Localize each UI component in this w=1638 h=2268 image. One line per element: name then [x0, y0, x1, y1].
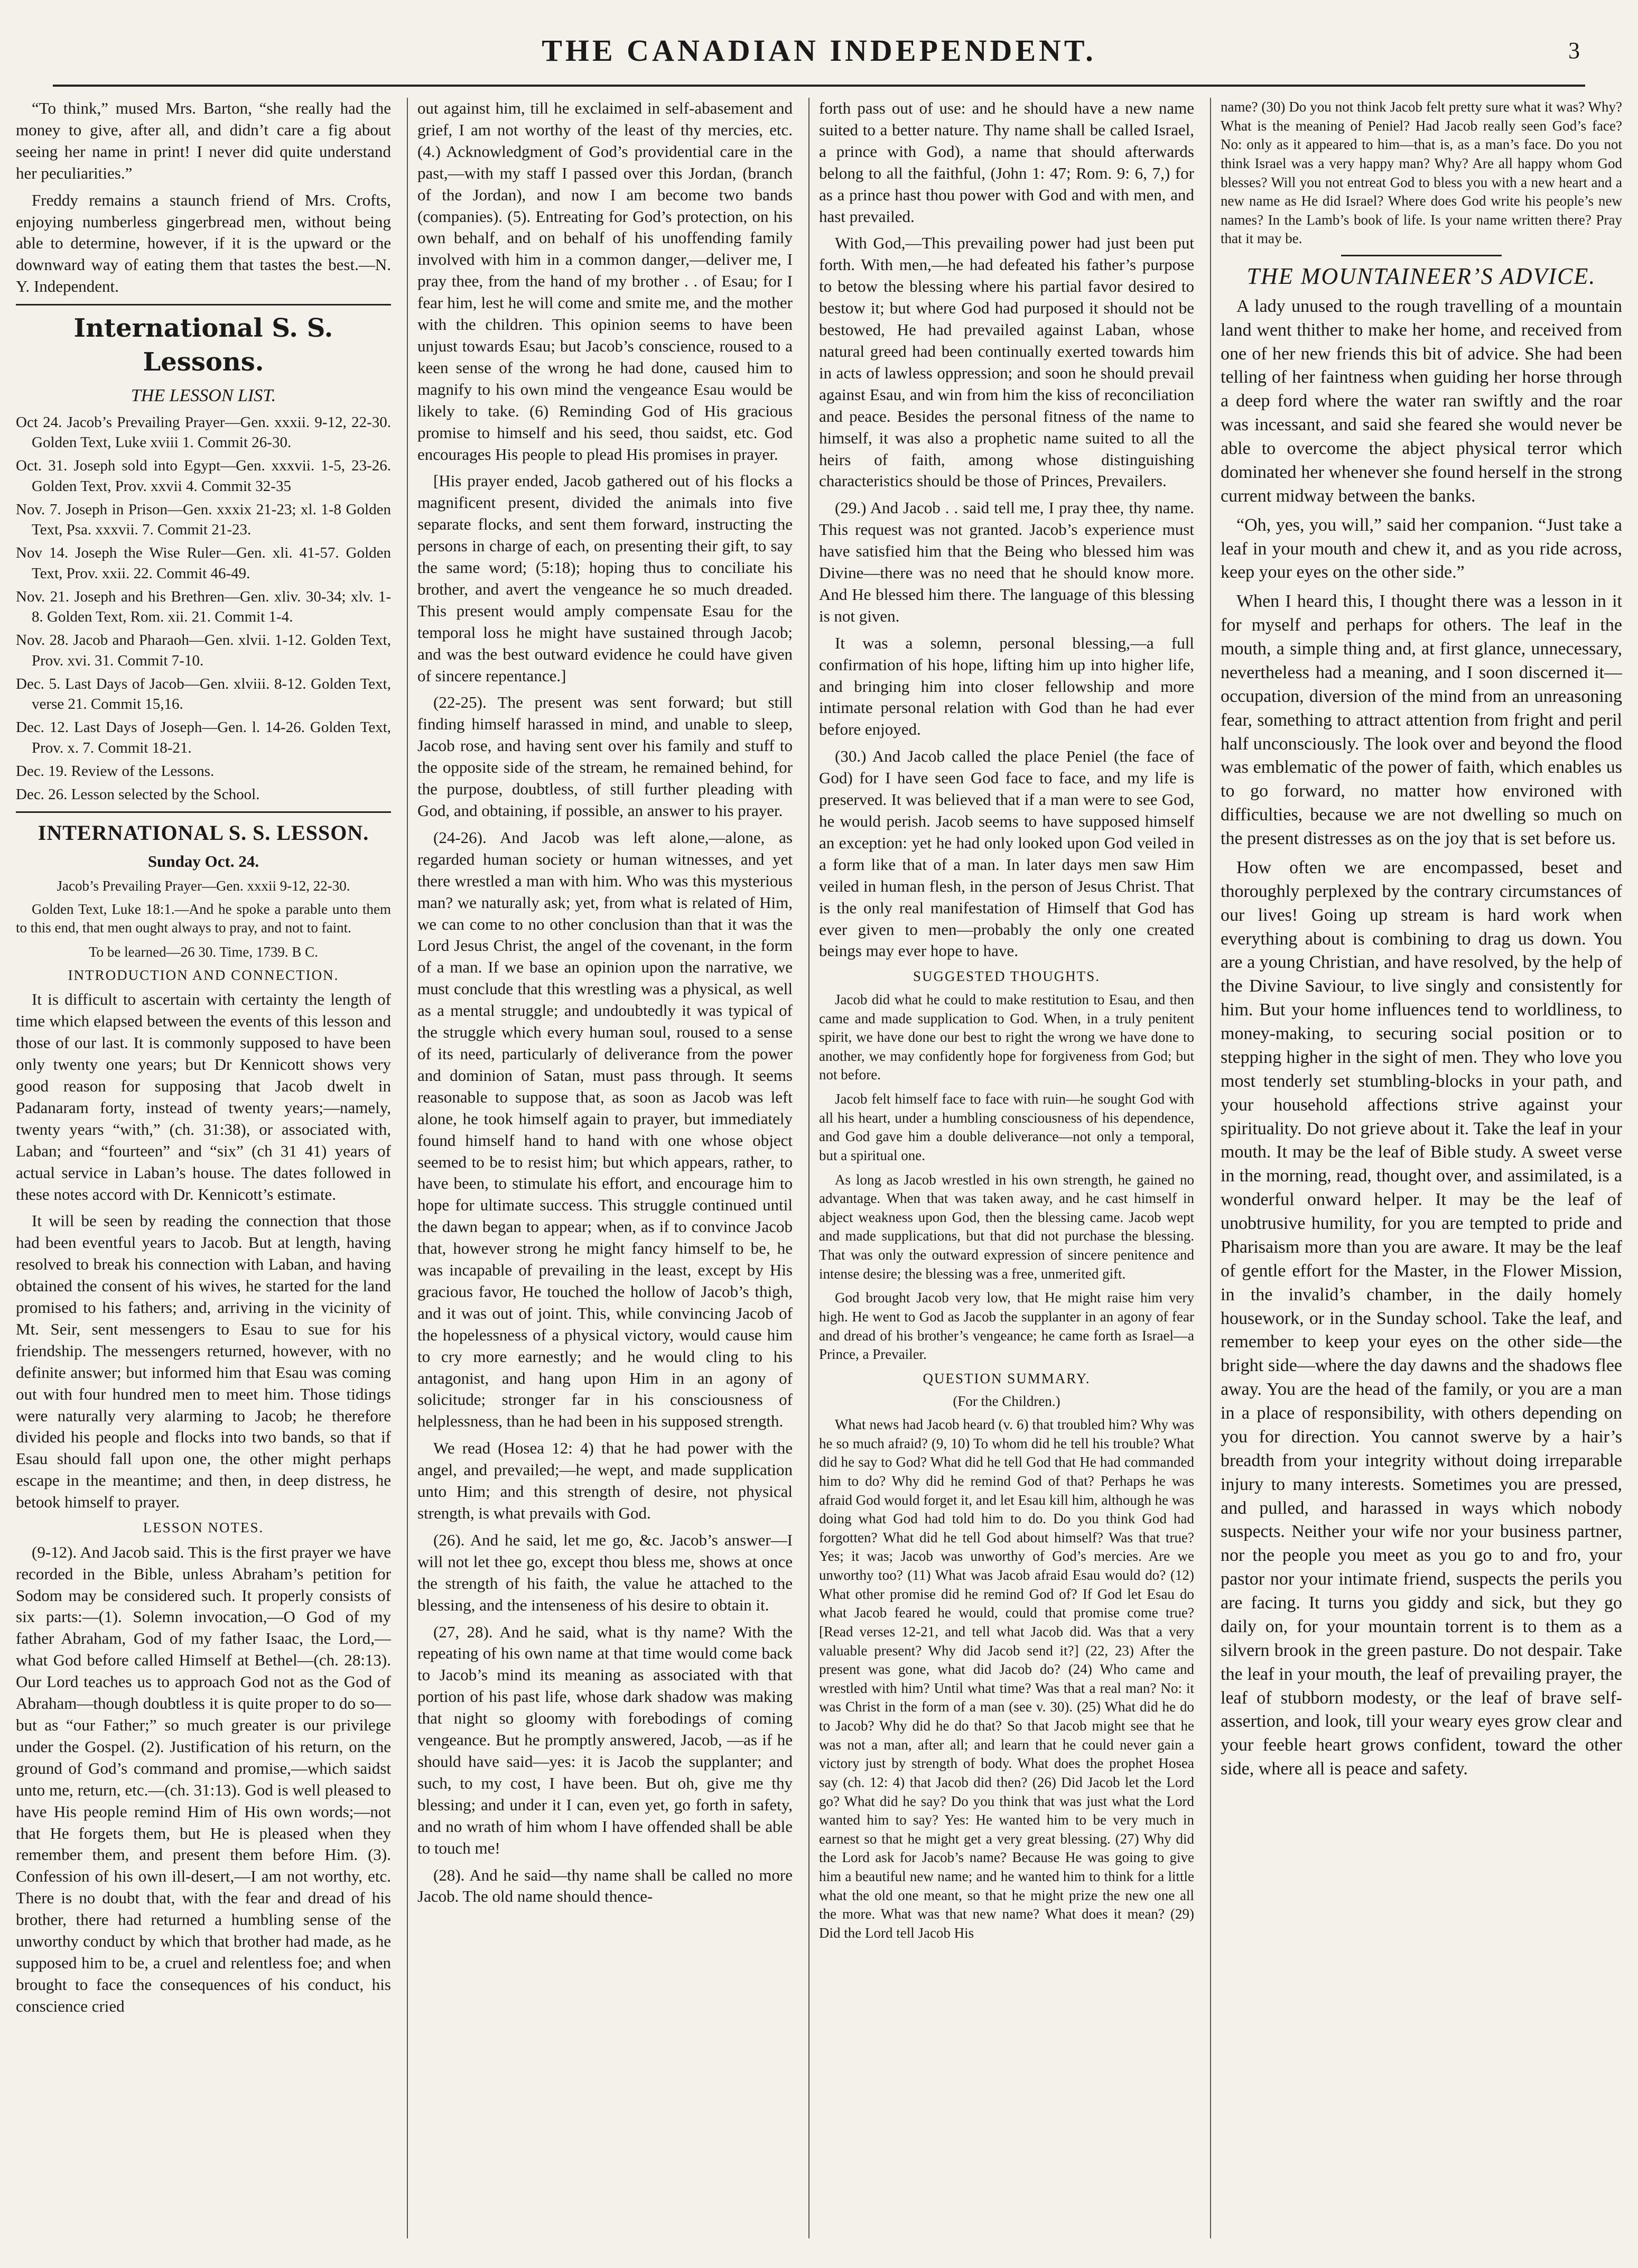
- lesson-list-item: Nov 14. Joseph the Wise Ruler—Gen. xli. 41-57. Golden Text, Prov. xxii. 22. Commit 46-49.: [16, 544, 391, 582]
- lesson-list-item: Dec. 19. Review of the Lessons.: [16, 763, 215, 780]
- column-divider: [808, 98, 809, 2238]
- section-rule: [1341, 255, 1502, 256]
- column-divider: [1210, 98, 1211, 2238]
- subsection-heading: QUESTION SUMMARY.: [923, 1370, 1091, 1386]
- column-3: [819, 98, 1194, 2238]
- column-2: [417, 98, 793, 2238]
- subsection-heading: INTRODUCTION AND CONNECTION.: [68, 967, 339, 983]
- to-be-learned: To be learned—26 30. Time, 1739. B C.: [89, 944, 318, 960]
- lesson-date: Sunday Oct. 24.: [147, 852, 259, 871]
- lesson-list-item: Nov. 21. Joseph and his Brethren—Gen. xliv. 30-34; xlv. 1-8. Golden Text, Rom. xii. 21. Commit 1-4.: [16, 588, 391, 626]
- body-paragraph: (27, 28). And he said, what is thy name? With the repeating of his own name at that time would come back to Jacob’s mind its meaning as associated with that portion of his past life, whose dark shadow was making that night so gloomy with forebodings of coming vengeance. But he promptly answered, Jacob, —as if he should have said—yes: it is Jacob the supplanter; and such, to my cost, I have been. But oh, give me thy blessing; and under it I can, even yet, go forth in safety, and no wrath of him whom I have offended shall be able to touch me!: [417, 1622, 793, 1857]
- page-number: 3: [1568, 38, 1580, 63]
- body-paragraph: out against him, till he exclaimed in self-abasement and grief, I am not worthy of the least of thy mercies, etc. (4.) Acknowledgment of God’s providential care in the past,—with my staff I passed over this Jordan, (branch of the Jordan), and now I am become two bands (companies). (5). Entreating for God’s protection, on his own behalf, and on behalf of his unoffending family involved with him in a common danger,—deliver me, I pray thee, from the hand of my brother . . of Esau; for I fear him, lest he will come and smite me, and the mother with the children. This opinion seems to have been unjust towards Esau; but Jacob’s conscience, roused to a keen sense of the wrong he had done, caused him to magnify to his own mind the vengeance Esau would be likely to take. (6) Reminding God of His gracious promise to himself and his seed, thou saidst, etc. God encourages His people to plead His promises in prayer.: [417, 99, 793, 464]
- column-divider: [407, 98, 408, 2238]
- section-heading: International S. S. Lessons.: [73, 313, 333, 377]
- golden-text: Golden Text, Luke 18:1.—And he spoke a parable unto them to this end, that men ought always to pray, and not to faint.: [16, 901, 391, 936]
- page-header: [53, 21, 1585, 87]
- body-paragraph: (9-12). And Jacob said. This is the first prayer we have recorded in the Bible, unless Abraham’s petition for Sodom may be considered such. It properly consists of six parts:—(1). Solemn invocation,—O God of my father Abraham, God of my father Isaac, the Lord,—what God before called Himself at Bethel—(ch. 28:13). Our Lord teaches us to approach God not as the God of Abraham—though doubtless it is quite proper to do so—but as “our Father;” so much greater is our privilege under the Gospel. (2). Justification of his return, on the ground of God’s command and promise,—which saidst unto me, return, etc.—(ch. 31:13). God is well pleased to have His people remind Him of His own words;—not that He forgets them, but He is pleased when they remember them, and present them before Him. (3). Confession of his own ill-desert,—I am not worthy, etc. There is no doubt that, with the fear and dread of his brother, there had returned a humbling sense of the unworthy conduct by which that brother had made, as he supposed him to be, a cruel and relentless foe; and when brought to face the consequences of his conduct, his conscience cried: [16, 1542, 391, 2015]
- article-title: THE MOUNTAINEER’S ADVICE.: [1246, 263, 1596, 289]
- body-paragraph: (22-25). The present was sent forward; but still finding himself harassed in mind, and unable to sleep, Jacob rose, and having sent over his family and stuff to the opposite side of the stream, he remained behind, for the purpose, doubtless, of still further pleading with God, and obtaining, if possible, an answer to his prayer.: [417, 693, 793, 820]
- body-paragraph: (28). And he said—thy name shall be called no more Jacob. The old name should thence-: [417, 1865, 793, 1906]
- lesson-list-item: Oct 24. Jacob’s Prevailing Prayer—Gen. xxxii. 9-12, 22-30. Golden Text, Luke xviii 1. Commit 26-30.: [16, 413, 391, 451]
- subsection-heading: LESSON NOTES.: [143, 1520, 264, 1536]
- lesson-list-title: THE LESSON LIST.: [131, 385, 276, 405]
- body-paragraph: (29.) And Jacob . . said tell me, I pray thee, thy name. This request was not granted. Jacob’s experience must have satisfied him that the Being who blessed him was Divine—there was no need that he should know more. And He blessed him there. The language of this blessing is not given.: [819, 498, 1194, 625]
- body-paragraph: A lady unused to the rough travelling of a mountain land went thither to make her home, and received from one of her new friends this bit of advice. She had been telling of her faintness when guiding her horse through a deep ford where the water ran swiftly and the roar was incessant, and said she feared she would never be able to overcome the abject physical terror which dominated her whenever she found herself in the strong current midway between the banks.: [1221, 296, 1622, 506]
- lesson-list-item: Dec. 5. Last Days of Jacob—Gen. xlviii. 8-12. Golden Text, verse 21. Commit 15,16.: [16, 675, 391, 713]
- body-paragraph: With God,—This prevailing power had just been put forth. With men,—he had defeated his father’s purpose to betow the blessing where his partial favor desired to bestow it; but where God had purposed it should not be bestowed, He had prevailed against Laban, whose natural greed had been continually exerted towards him in acts of lawless oppression; and soon he should prevail against Esau, and win from him the kiss of reconciliation and peace. Besides the personal fitness of the name to himself, it was also a prophetic name suited to all the heirs of faith, among whose distinguishing characteristics should be those of Princes, Prevailers.: [819, 234, 1194, 490]
- story-paragraph: “To think,” mused Mrs. Barton, “she really had the money to give, after all, and didn’t care a fig about seeing her name in print! I never did quite understand her peculiarities.”: [16, 99, 391, 182]
- body-paragraph: Jacob did what he could to make restitution to Esau, and then came and made supplication to God. When, in a truly penitent spirit, we have done our best to right the wrong we have done to another, we may confidently hope for forgiveness from God; but not before.: [819, 991, 1194, 1083]
- subsection-subtitle: (For the Children.): [953, 1393, 1060, 1410]
- body-paragraph: It is difficult to ascertain with certainty the length of time which elapsed between the events of this lesson and those of our last. It is commonly supposed to have been only twenty one years; but Dr Kennicott shows very good reason for supposing that Jacob dwelt in Padanaram forty, instead of twenty years;—namely, twenty years “with,” (ch. 31:38), or associated with, Laban; and “fourteen” and “six” (ch 31 41) years of actual service in Laban’s house. The dates followed in these notes accord with Dr. Kennicott’s estimate.: [16, 990, 391, 1204]
- body-paragraph: How often we are encompassed, beset and thoroughly perplexed by the contrary circumstances of our lives! Going up stream is hard work when everything about is combining to drag us down. You are a young Christian, and have resolved, by the help of the Divine Saviour, to live singly and consistently for him. But your home influences tend to worldliness, to money-making, to securing social position or to stepping higher in the sight of men. They who love you most tenderly set stumbling-blocks in your path, and your household affections strive against your spirituality. Do not grieve about it. Take the leaf in your mouth. It may be the leaf of Bible study. A sweet verse in the morning, read, thought over, and assimilated, is a wonderful onward helper. It may be the leaf of unobtrusive humility, for you are tempted to pride and Pharisaism more than you are aware. It may be the leaf of gentle effort for the Master, in the Flower Mission, in the invalid’s chamber, in the daily homely housework, or in the Sunday school. Take the leaf, and remember to keep your eyes on the other side—the bright side—where the day dawns and the shadows flee away. You are the head of the family, or you are a man in a place of responsibility, with others depending on you for direction. You cannot swerve by a hair’s breadth from your integrity without doing irreparable injury to many interests. Sometimes you are pressed, and pulled, and harassed in ways which nobody suspects. Neither your wife nor your business partner, nor the people you meet as you go to and fro, your pastor nor your intimate friend, suspects the perils you are facing. It turns you giddy and sick, but they go daily on, for your mountain torrent is to them as a silvern brook in the green pasture. Do not despair. Take the leaf in your mouth, the leaf of prevailing prayer, the leaf of stubborn modesty, or the leaf of brave self-assertion, and look, till your weary eyes grow clear and your feeble heart grows confident, toward the other side, where all is peace and safety.: [1221, 857, 1622, 1779]
- lesson-list-item: Dec. 12. Last Days of Joseph—Gen. l. 14-26. Golden Text, Prov. x. 7. Commit 18-21.: [16, 719, 391, 756]
- section-rule: [16, 811, 391, 813]
- body-paragraph: As long as Jacob wrestled in his own strength, he gained no advantage. When that was taken away, and he cast himself in abject weakness upon God, then the blessing came. Jacob wept and made supplications, but that did not purchase the blessing. That was only the outward expression of sincere penitence and intense desire; the blessing was a free, unmerited gift.: [819, 1171, 1194, 1282]
- subsection-heading: SUGGESTED THOUGHTS.: [913, 968, 1100, 985]
- body-paragraph: It will be seen by reading the connection that those had been eventful years to Jacob. But at length, having resolved to break his connection with Laban, and having obtained the consent of his wives, he started for the land promised to his fathers; and, arriving in the vicinity of Mt. Seir, sent messengers to Esau to sue for his friendship. The messengers returned, however, with no definite answer; but informed him that Esau was coming out with four hundred men to meet him. Those tidings were naturally very alarming to Jacob; he therefore divided his people and flocks into two bands, so that if Esau should fall upon one, the other might perhaps escape in the meantime; and then, in deep distress, he betook himself to prayer.: [16, 1211, 391, 1512]
- lesson-list-item: Nov. 28. Jacob and Pharaoh—Gen. xlvii. 1-12. Golden Text, Prov. xvi. 31. Commit 7-10.: [16, 632, 391, 669]
- masthead-title: THE CANADIAN INDEPENDENT.: [542, 33, 1096, 68]
- body-paragraph: [His prayer ended, Jacob gathered out of his flocks a magnificent present, divided the animals into five separate flocks, and sent them forward, instructing the persons in charge of each, on presenting their gift, to say the same word; (5:18); hoping thus to conciliate his brother, and avert the vengeance he so much dreaded. This present would amply compensate Esau for the temporal loss he might have sustained through Jacob; and was the best outward evidence he could have given of sincere repentance.]: [417, 471, 793, 685]
- body-paragraph: (30.) And Jacob called the place Peniel (the face of God) for I have seen God face to face, and my life is preserved. It was believed that if a man were to see God, he would perish. Jacob seems to have supposed himself an exception: yet he had only looked upon God veiled in a form like that of a man. In later days men saw Him veiled in human flesh, in the person of Jesus Christ. That is the only real manifestation of Himself that God has ever given to men—probably the only one created beings may ever hope to have.: [819, 747, 1194, 960]
- lesson-list-item: Dec. 26. Lesson selected by the School.: [16, 786, 260, 803]
- lesson-list-item: Nov. 7. Joseph in Prison—Gen. xxxix 21-23; xl. 1-8 Golden Text, Psa. xxxvii. 7. Commit 21-23.: [16, 501, 391, 539]
- body-paragraph: It was a solemn, personal blessing,—a full confirmation of his hope, lifting him up into higher life, and bringing him into closer fellowship and more intimate personal relation with God than he had ever before enjoyed.: [819, 633, 1194, 739]
- body-paragraph: name? (30) Do you not think Jacob felt pretty sure what it was? Why? What is the meaning of Peniel? Had Jacob really seen God’s face? No: only as it appeared to him—that is, as a man’s face. Do you not think Israel was a very happy man? Why? Are all happy whom God blesses? Will you not entreat God to bless you with a new heart and a new name as He did Israel? Where does God write his people’s new names? In the Lamb’s book of life. Is your name written there? Pray that it may be.: [1221, 99, 1622, 247]
- body-paragraph: Jacob felt himself face to face with ruin—he sought God with all his heart, under a humbling consciousness of his dependence, and God gave him a double deliverance—not only a temporal, but a spiritual one.: [819, 1091, 1194, 1163]
- body-paragraph: (24-26). And Jacob was left alone,—alone, as regarded human society or human witnesses, and yet there wrestled a man with him. Who was this mysterious man? we naturally ask; yet, from what is related of Him, we can come to no other conclusion than that it was the Lord Jesus Christ, the angel of the covenant, in the form of a man. If we base an opinion upon the narrative, we must conclude that this wrestling was a physical, as well as a mental struggle; and undoubtedly it was typical of the struggle which every human soul, roused to a sense of its need, particularly of deliverance from the power and dominion of Satan, must pass through. It seems reasonable to suppose that, as soon as Jacob was left alone, he took himself again to prayer, but immediately found himself hand to hand with one whose object seemed to be to resist him; but which appears, rather, to have been, to stimulate his effort, and encourage him to hope for ultimate success. This struggle continued until the dawn began to appear; when, as if to convince Jacob that, however strong he might fancy himself to be, he was incapable of prevailing in the least, except by His gracious favor, He touched the hollow of Jacob’s thigh, and it was out of joint. This, while convincing Jacob of the hopelessness of a physical victory, would cause him to cry more earnestly; and he would cling to his antagonist, and hang upon Him in an agony of solicitude; stronger far in his consciousness of helplessness, than he had been in his supposed strength.: [417, 828, 793, 1431]
- body-paragraph: When I heard this, I thought there was a lesson in it for myself and perhaps for others. The leaf in the mouth, a simple thing and, at first glance, unnecessary, nevertheless had a meaning, and I soon discerned it—occupation, diversion of the mind from an unreasoning fear, something to attract attention from fright and peril half unconsciously. The look over and beyond the flood was emblematic of the power of faith, which enables us to go forward, no matter how environed with difficulties, because we are not dwelling so much on the present distresses as on the joy that is set before us.: [1221, 591, 1622, 849]
- body-paragraph: God brought Jacob very low, that He might raise him very high. He went to God as Jacob the supplanter in an agony of fear and dread of his brother’s vengeance; he came forth as Israel—a Prince, a Prevailer.: [819, 1290, 1194, 1363]
- column-4: [1221, 98, 1622, 2238]
- body-paragraph: We read (Hosea 12: 4) that he had power with the angel, and prevailed;—he wept, and made supplication unto Him; and this strength of desire, not physical strength, is what prevails with God.: [417, 1439, 793, 1522]
- column-1: [16, 98, 391, 2238]
- section-rule: [16, 304, 391, 306]
- body-paragraph: forth pass out of use: and he should have a new name suited to a better nature. Thy name shall be called Israel, a prince with God), a name that should afterwards belong to all the faithful, (John 1: 47; Rom. 9: 6, 7,) for as a prince hast thou power with God and with men, and hast prevailed.: [819, 99, 1194, 226]
- body-paragraph: What news had Jacob heard (v. 6) that troubled him? Why was he so much afraid? (9, 10) To whom did he tell his trouble? What did he say to God? What did he tell God that He had commanded him to do? Why did he remind God of that? Perhaps he was afraid God would forget it, and let Esau kill him, although he was doing what God had told him to do. Do you think God had forgotten? What did he tell God about himself? Was that true? Yes; it was; Jacob was unworthy of God’s mercies. Are we unworthy too? (11) What was Jacob afraid Esau would do? (12) What other promise did he remind God of? If God let Esau do what Jacob feared he would, could that promise come true? [Read verses 12-21, and tell what Jacob did. Was that a very valuable present? Why did Jacob send it?] (22, 23) After the present was gone, what did Jacob do? (24) Who came and wrestled with him? Until what time? Was that a real man? No: it was Christ in the form of a man (see v. 30). (25) What did he do to Jacob? Why did he do that? So that Jacob might see that he was not a man, after all; and learn that he could never gain a victory just by strength of body. What does the prophet Hosea say (ch. 12: 4) that Jacob did then? (26) Did Jacob let the Lord go? What did he say? Do you think that was just what the Lord wanted him to say? Yes: He wanted him to be very much in earnest so that he might get a very great blessing. (27) Why did the Lord ask for Jacob’s name? Because He was going to give him a beautiful new name; and he wanted him to think for a little what the old one meant, so that he might prize the new one all the more. What was that new name? What does it mean? (29) Did the Lord tell Jacob His: [819, 1417, 1194, 1941]
- body-paragraph: “Oh, yes, you will,” said her companion. “Just take a leaf in your mouth and chew it, and as you ride across, keep your eyes on the other side.”: [1221, 515, 1622, 582]
- lesson-title: Jacob’s Prevailing Prayer—Gen. xxxii 9-12, 22-30.: [57, 878, 350, 894]
- story-paragraph: Freddy remains a staunch friend of Mrs. Crofts, enjoying numberless gingerbread men, without being able to determine, however, if it is the upward or the downward way of eating them that tastes the best.—N. Y. Independent.: [16, 190, 391, 296]
- lesson-heading: INTERNATIONAL S. S. LESSON.: [38, 820, 369, 845]
- lesson-list-item: Oct. 31. Joseph sold into Egypt—Gen. xxxvii. 1-5, 23-26. Golden Text, Prov. xxvii 4. Commit 32-35: [16, 457, 391, 495]
- body-paragraph: (26). And he said, let me go, &c. Jacob’s answer—I will not let thee go, except thou bless me, shows at once the strength of his faith, the value he attached to the blessing, and the intenseness of his desire to obtain it.: [417, 1530, 793, 1614]
